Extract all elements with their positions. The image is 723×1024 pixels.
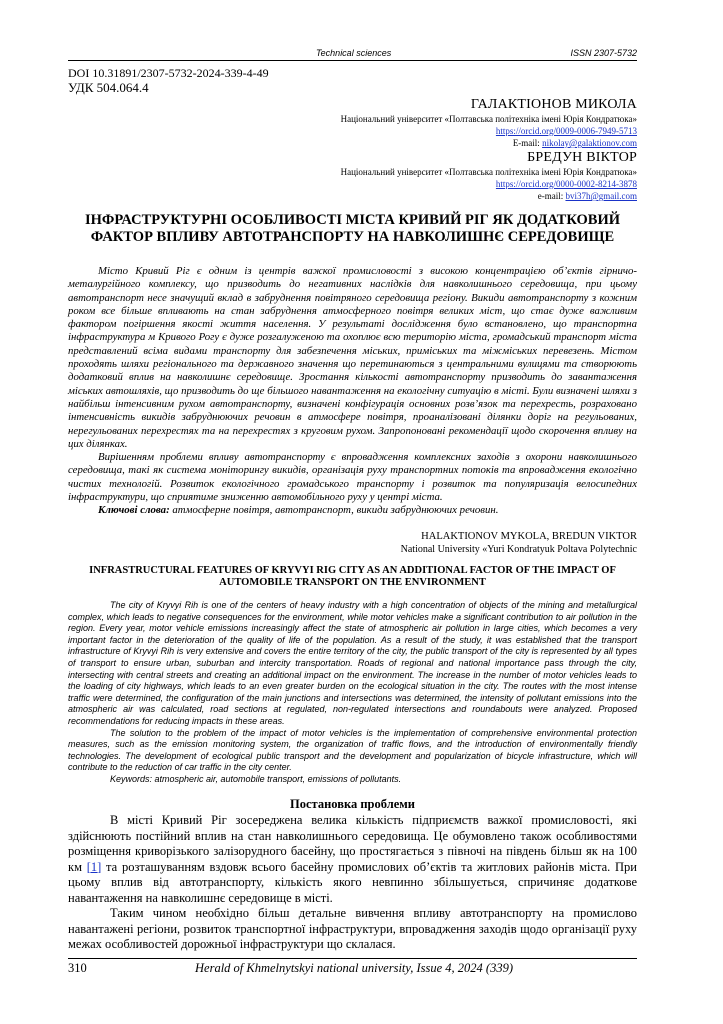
abstract-uk (68, 265, 637, 518)
header-divider (68, 60, 637, 61)
body-paragraph: Таким чином необхідно більш детальне вивчення впливу автотранспорту на промислово навантажені регіони, розвиток транспортної інфраструктури, впровадження заходів щодо організації руху межах особливостей дорожньої інфраструктури що склалася. (68, 906, 637, 951)
abstract-en (68, 600, 637, 786)
email-link[interactable]: bvi37h@gmail.com (565, 191, 637, 201)
journal-footer: Herald of Khmelnytskyi national university, Issue 4, 2024 (339) (195, 961, 514, 975)
en-author-affiliation: National University «Yuri Kondratyuk Poltava Polytechnic (400, 544, 637, 555)
running-header-issn: ISSN 2307-5732 (570, 48, 637, 58)
email-label: e-mail: (537, 191, 566, 201)
page-number: 310 (68, 961, 87, 975)
keywords-uk (68, 504, 637, 517)
body-text (68, 813, 637, 953)
section-heading: Постановка проблеми (290, 797, 415, 811)
author-block (341, 97, 637, 149)
abstract-en-paragraph: The solution to the problem of the impact of motor vehicles is the implementation of comprehensive environmental protection measures, such as the emission monitoring system, the organization of traffic flows, and the introduction of environmentally friendly technologies. The development of ecological public transport and the development and popularization of bicycle infrastructure, which will contribute to the reduction of car traffic in the city center. (68, 727, 637, 773)
abstract-uk-paragraph: Вирішенням проблеми впливу автотранспорту є впровадження комплексних заходів з охорони навколишнього середовища, такі як система моніторингу викидів, організація руху транспортних потоків та впровадження екологічно чистих технологій. Розвиток екологічного громадського транспорту і розвиток та популяризація велосипедних інфраструктури, що сприятиме зниженню автомобільного руху у центрі міста. (68, 451, 637, 504)
author-name: БРЕДУН ВІКТОР (527, 150, 637, 165)
keywords-en: Keywords: atmospheric air, automobile transport, emissions of pollutants. (110, 773, 402, 784)
en-author-names: HALAKTIONOV MYKOLA, BREDUN VIKTOR (421, 531, 637, 542)
author-affiliation: Національний університет «Полтавська політехніка імені Юрія Кондратюка» (340, 114, 637, 124)
running-header-section: Technical sciences (316, 48, 392, 58)
author-block (341, 150, 637, 202)
keywords-label: Ключові слова: (98, 504, 170, 517)
orcid-link[interactable]: https://orcid.org/0009-0006-7949-5713 (495, 126, 637, 136)
udk: УДК 504.064.4 (68, 80, 149, 95)
footer-divider (68, 958, 637, 959)
en-author-block (401, 530, 637, 556)
article-title-en: INFRASTRUCTURAL FEATURES OF KRYVYI RIG CITY AS AN ADDITIONAL FACTOR OF THE IMPACT OF AUTOMOBILE TRANSPORT ON THE ENVIRONMENT (89, 565, 616, 588)
abstract-en-paragraph: The city of Kryvyi Rih is one of the centers of heavy industry with a high concentration of objects of the mining and metallurgical complex, which leads to negative consequences for the environment, while motor vehicles make a significant contribution to air pollution in the region. Every year, motor vehicle emissions increasingly affect the state of atmospheric air pollution in large cities, which becomes a very important factor in the deterioration of the quality of life of the population. As a result of the study, it was established that the transport infrastructure of Kryvyi Rih is very extensive and covers the entire territory of the city, the public transport of the city is represented by all types of transport to ensure urban, suburban and intercity transportation. Roads of regional and national importance pass through the city, intersecting with central streets and creating an additional impact on the environment. The increase in the number of motor vehicles leads to the loading of city highways, which leads to an even greater burden on the ecological situation in the city. The routes with the most intense traffic were determined, the configuration of the main junctions and intersections was determined, the intensity of pollutant emissions into the atmospheric air was calculated, road sections at regulated, non-regulated intersections and roundabouts were analyzed. Proposed recommendations for reducing impacts in these areas. (68, 600, 637, 726)
keywords-text: атмосферне повітря, автотранспорт, викиди забруднюючих речовин. (169, 504, 499, 517)
body-text-run: В місті Кривий Ріг зосереджена велика кількість підприємств важкої промисловості, які здійснюють постійний вплив на стан навколишнього середовища. Це обумовлено також особливостями розміщення криворізького залізорудного басейну, що простягається з півночі на південь більш як на 100 км (68, 813, 637, 874)
author-affiliation: Національний університет «Полтавська політехніка імені Юрія Кондратюка» (340, 167, 637, 177)
email-link[interactable]: nikolay@galaktionov.com (542, 138, 637, 148)
abstract-uk-paragraph: Місто Кривий Ріг є одним із центрів важкої промисловості з високою концентрацією об’єктів гірничо-металургійного комплексу, що призводить до негативних наслідків для навколишнього середовища, при цьому автотранспорт несе значущий вклад в забруднення повітряного середовища регіону. Викиди автотранспорту з кожним роком все більше впливають на стан забруднення атмосферного повітря великих міст, що стає дуже важливим фактором погіршення якості життя населення. У результаті дослідження було встановлено, що транспортна інфраструктура м Кривого Рогу є дуже розгалуженою та охоплює всю територію міста, громадський транспорт міста представлений всіма видами транспорту для забезпечення міських, приміських та міжміських перевезень. Містом проходять шляхи регіонального та державного значення що перетинаються з центральними вулицями та створюють додатковий вплив на навколишнє середовище. Зростання кількості автотранспорту призводить до завантаження міських автошляхів, що призводить до ще більшого навантаження на екологічну ситуацію в місті. Були визначені шляхи з найбільш інтенсивним рухом автотранспорту, визначені конфігурація основних розв’язок та перехресть, розраховано інтенсивність викидів забруднюючих речовин в атмосфере повітря, проаналізовані ділянки доріг на регульованих, нерегульованих перехрестях та на перехрестях з круговим рухом. Запропоновані рекомендації щодо скорочення впливу на цих ділянках. (68, 265, 637, 450)
email-label: E-mail: (512, 138, 543, 148)
doi: DOI 10.31891/2307-5732-2024-339-4-49 (68, 66, 269, 80)
orcid-link[interactable]: https://orcid.org/0000-0002-8214-3878 (495, 179, 637, 189)
article-title-uk: ІНФРАСТРУКТУРНІ ОСОБЛИВОСТІ МІСТА КРИВИЙ РІГ ЯК ДОДАТКОВИЙ ФАКТОР ВПЛИВУ АВТОТРАНСПОРТУ НА НАВКОЛИШНЄ СЕРЕДОВИЩЕ (84, 212, 621, 245)
author-name: ГАЛАКТІОНОВ МИКОЛА (470, 97, 637, 112)
citation-link[interactable]: [1] (86, 859, 102, 874)
body-paragraph (68, 813, 637, 906)
body-text-run: та розташуванням вздовж всього басейну промислових об’єктів та житлових районів міста. При цьому вплив від автотранспорту, кількість якого невпинно збільшується, спричиняє додаткове навантаження на навколишнє середовище в місті. (68, 859, 637, 905)
